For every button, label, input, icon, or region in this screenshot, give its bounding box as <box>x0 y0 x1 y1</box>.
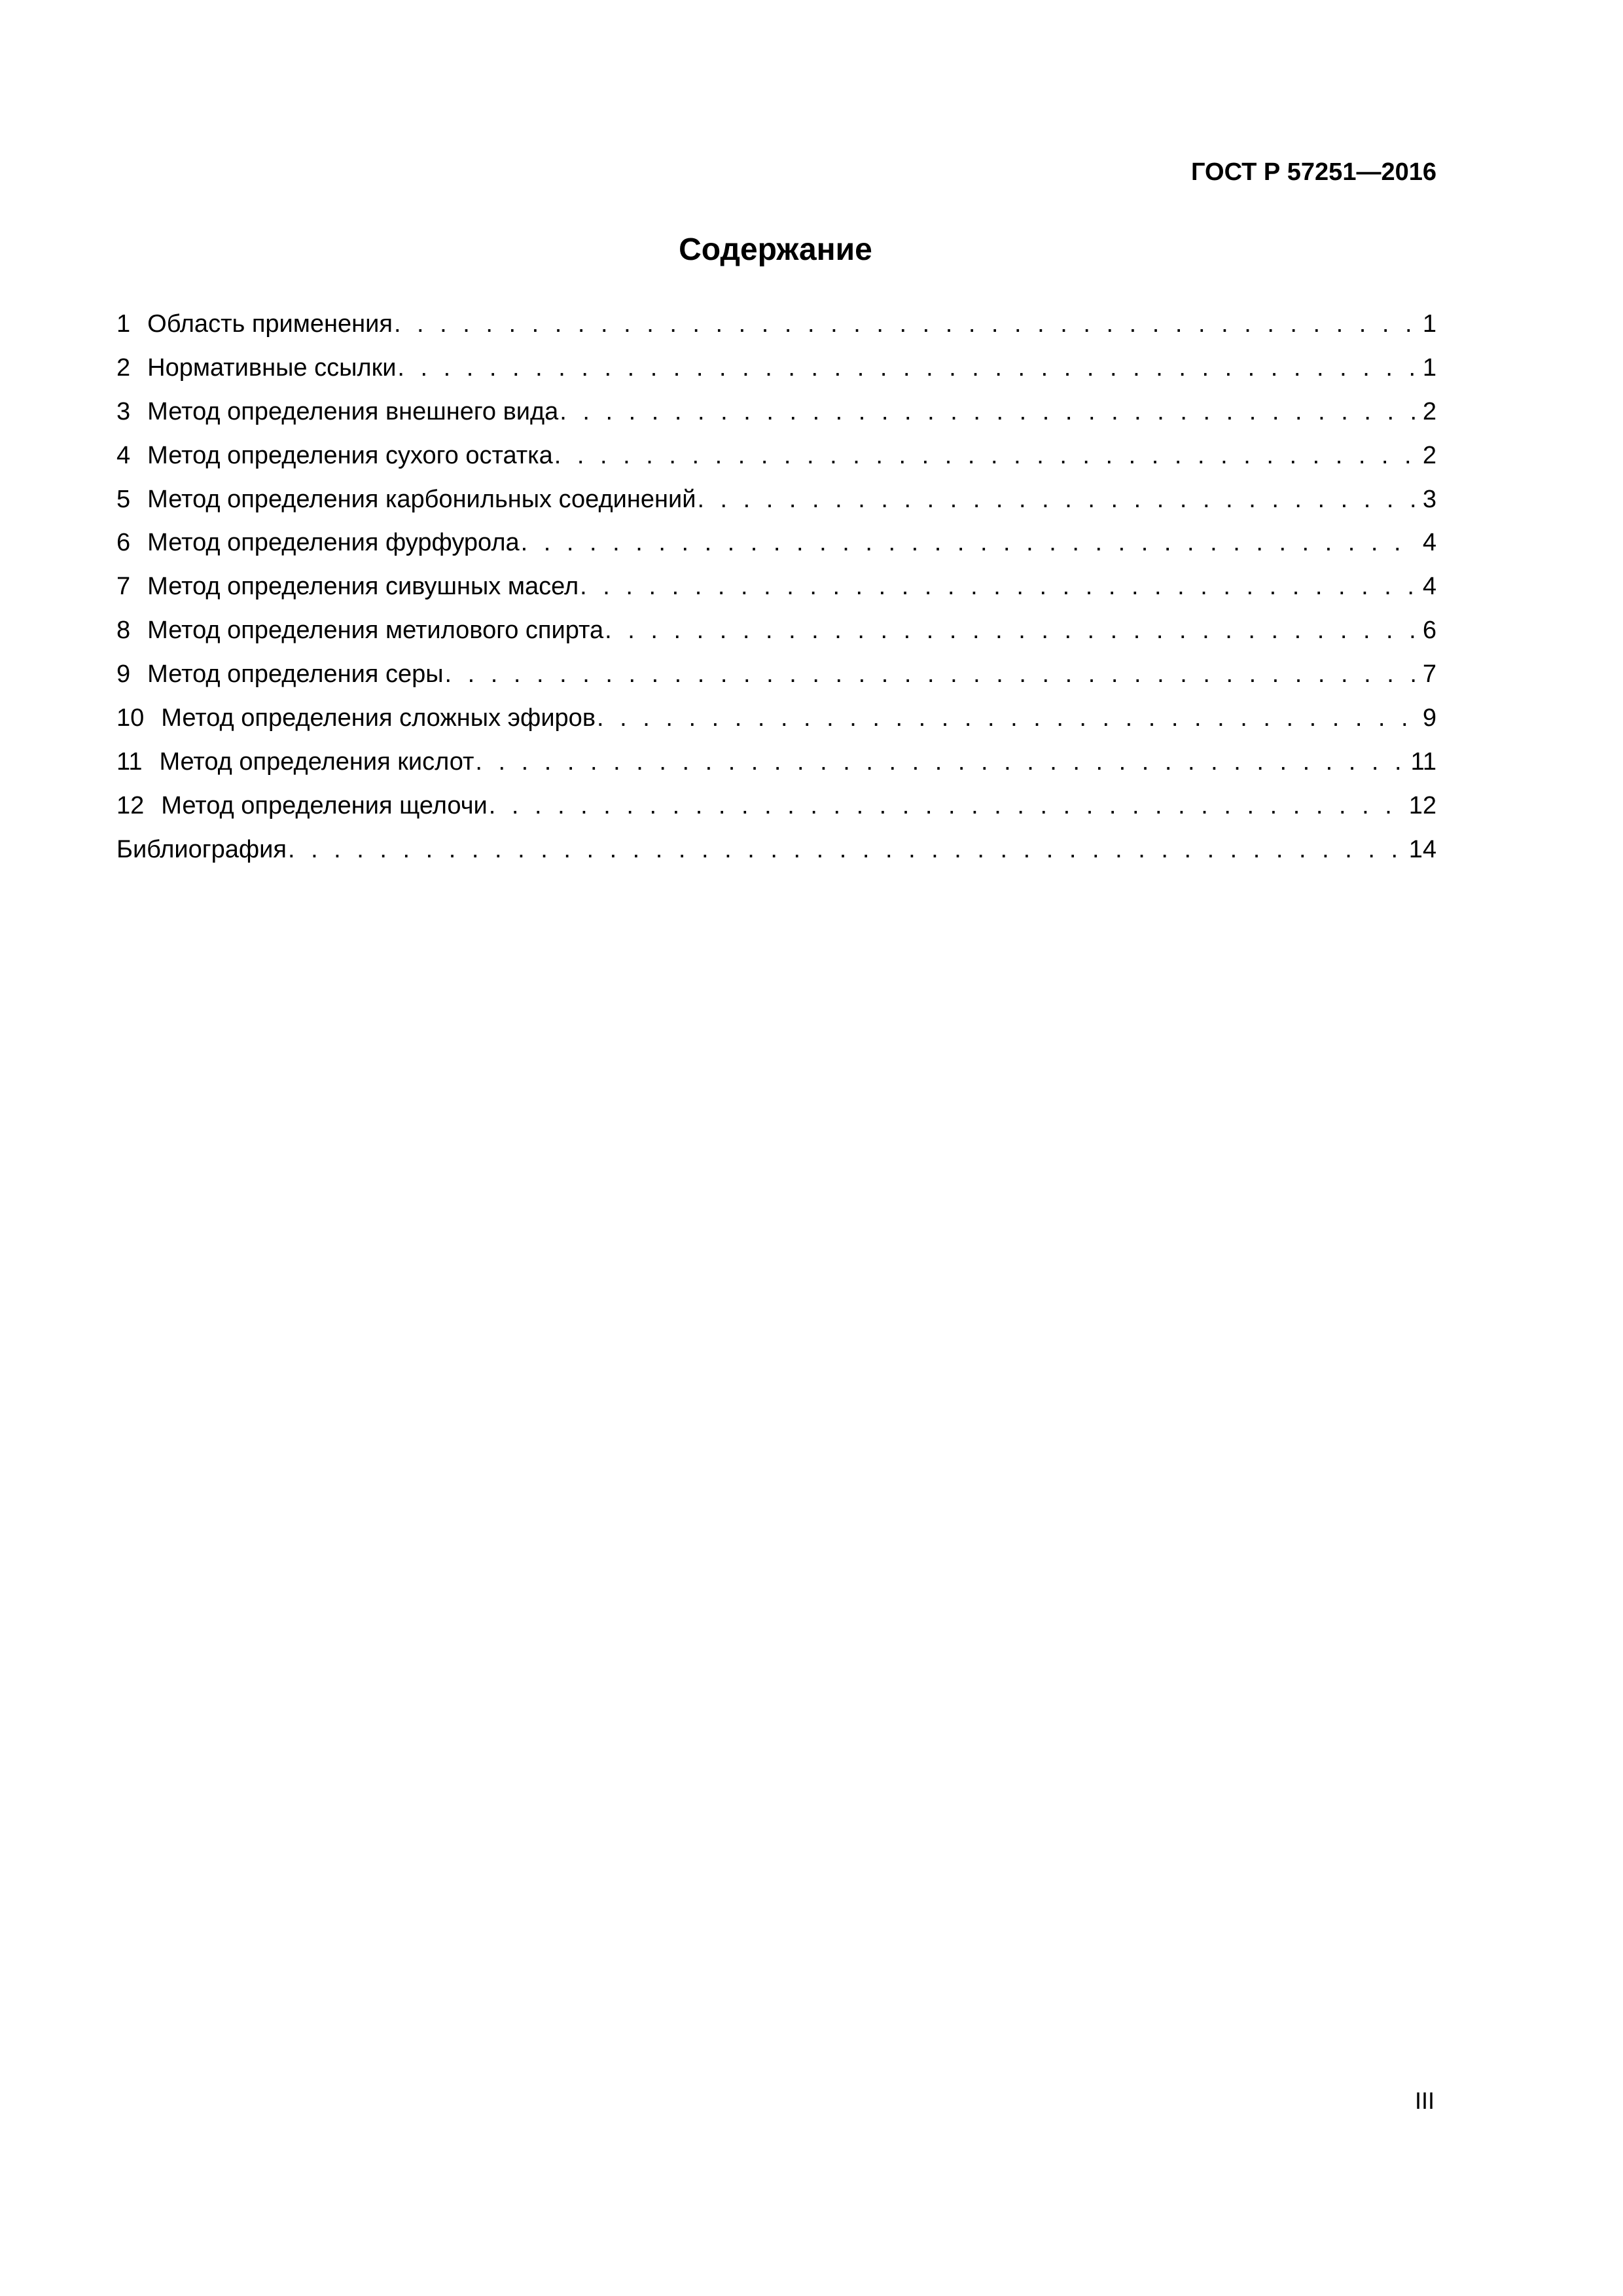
toc-entry[interactable] <box>116 574 1436 618</box>
toc-entry-title: Метод определения серы <box>147 660 444 689</box>
toc-entry-page: 9 <box>1422 704 1436 732</box>
toc-entry-page: 11 <box>1410 747 1436 776</box>
toc-entry-title: Метод определения сложных эфиров <box>161 704 596 732</box>
toc-entry-number: 9 <box>116 660 131 689</box>
dot-leader <box>605 618 1418 643</box>
toc-entry-page: 2 <box>1422 441 1436 469</box>
toc-entry[interactable] <box>116 530 1436 574</box>
toc-entry-title: Метод определения фурфурола <box>147 529 520 557</box>
toc-entry-page: 6 <box>1422 617 1436 645</box>
toc-entry-title: Метод определения карбонильных соединений <box>147 485 696 513</box>
dot-leader <box>554 443 1418 468</box>
dot-leader <box>288 837 1404 862</box>
toc-entry-page: 14 <box>1408 835 1436 863</box>
dot-leader <box>580 574 1418 599</box>
toc-entry-number: 3 <box>116 397 131 425</box>
toc-entry-number: 11 <box>116 747 143 776</box>
toc-entry-page: 3 <box>1422 485 1436 513</box>
toc-entry-title: Метод определения щелочи <box>161 791 488 819</box>
toc-entry-title: Библиография <box>116 835 287 863</box>
dot-leader <box>475 749 1405 774</box>
toc-entry-title: Нормативные ссылки <box>147 353 397 382</box>
dot-leader <box>697 487 1417 512</box>
toc-entry-page: 4 <box>1422 529 1436 557</box>
toc-entry-title: Метод определения сухого остатка <box>147 441 553 469</box>
dot-leader <box>521 530 1418 555</box>
dot-leader <box>397 355 1417 380</box>
toc-entry[interactable] <box>116 793 1436 837</box>
toc-entry-title: Метод определения метилового спирта <box>147 617 604 645</box>
toc-entry-title: Метод определения кислот <box>159 747 474 776</box>
toc-list <box>116 312 1436 881</box>
toc-entry-page: 7 <box>1422 660 1436 689</box>
toc-entry-number: 2 <box>116 353 131 382</box>
document-code: ГОСТ Р 57251—2016 <box>1191 158 1436 186</box>
toc-entry-page: 1 <box>1422 310 1436 338</box>
page-number: III <box>1414 2087 1435 2114</box>
dot-leader <box>489 793 1404 818</box>
toc-entry[interactable] <box>116 706 1436 749</box>
toc-entry-title: Область применения <box>147 310 393 338</box>
toc-entry-bibliography[interactable] <box>116 837 1436 881</box>
dot-leader <box>445 662 1418 687</box>
toc-entry-page: 4 <box>1422 573 1436 601</box>
dot-leader <box>394 312 1418 336</box>
toc-entry-title: Метод определения сивушных масел <box>147 573 579 601</box>
dot-leader <box>597 706 1418 730</box>
toc-entry-page: 1 <box>1422 353 1436 382</box>
toc-entry[interactable] <box>116 487 1436 531</box>
toc-entry[interactable] <box>116 618 1436 662</box>
toc-entry-number: 1 <box>116 310 131 338</box>
toc-entry-number: 10 <box>116 704 145 732</box>
toc-entry[interactable] <box>116 399 1436 443</box>
toc-entry-title: Метод определения внешнего вида <box>147 397 559 425</box>
toc-entry[interactable] <box>116 443 1436 487</box>
toc-entry[interactable] <box>116 662 1436 706</box>
toc-entry-number: 4 <box>116 441 131 469</box>
toc-entry-page: 12 <box>1408 791 1436 819</box>
dot-leader <box>560 399 1418 424</box>
toc-title: Содержание <box>679 232 872 267</box>
toc-entry-number: 12 <box>116 791 145 819</box>
toc-entry[interactable] <box>116 312 1436 355</box>
toc-entry-number: 8 <box>116 617 131 645</box>
toc-entry[interactable] <box>116 355 1436 399</box>
toc-entry-number: 6 <box>116 529 131 557</box>
toc-entry-page: 2 <box>1422 397 1436 425</box>
toc-entry-number: 7 <box>116 573 131 601</box>
toc-entry-number: 5 <box>116 485 131 513</box>
toc-entry[interactable] <box>116 749 1436 793</box>
